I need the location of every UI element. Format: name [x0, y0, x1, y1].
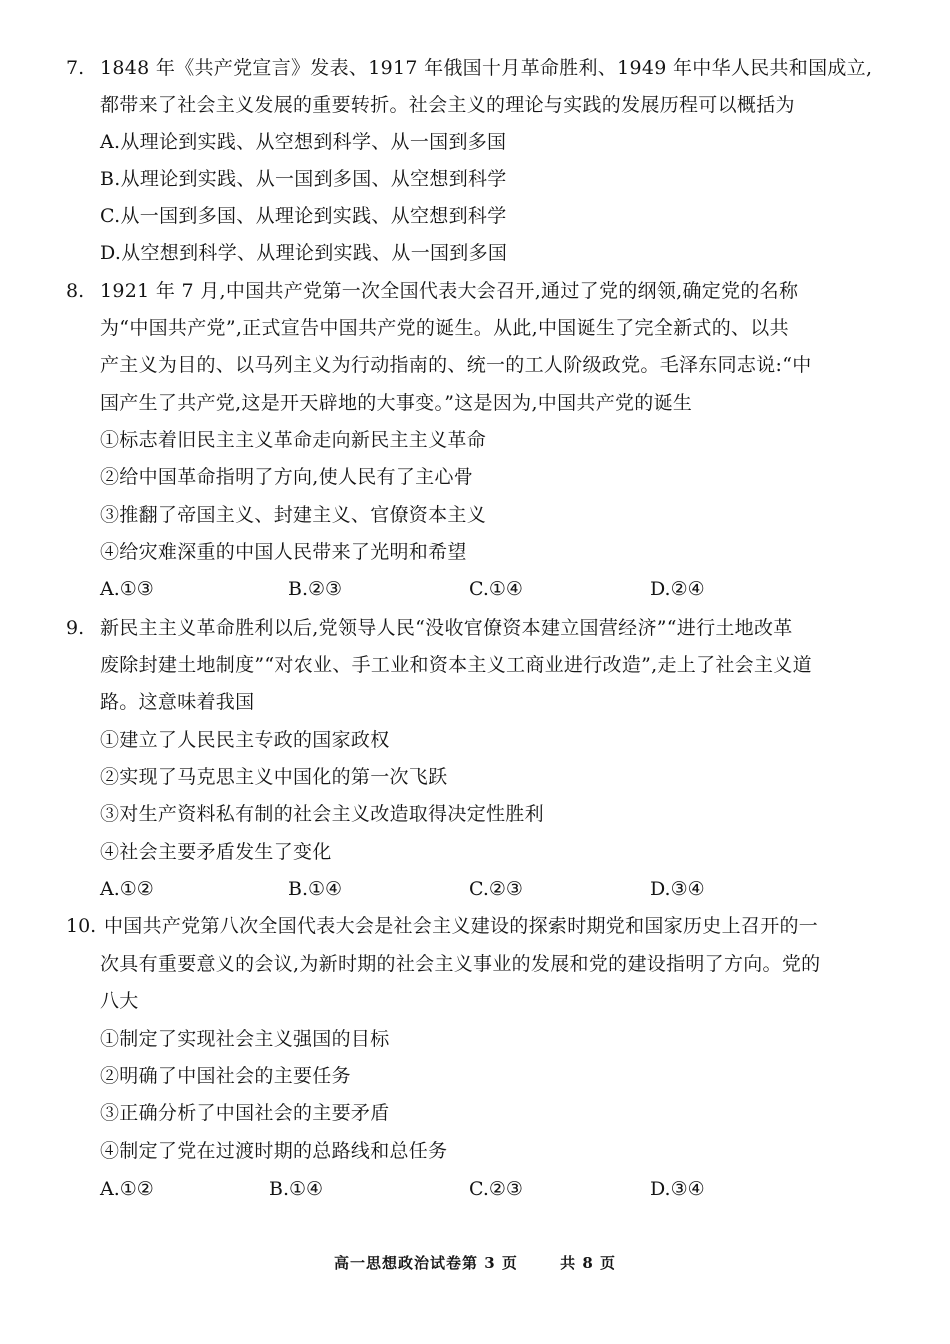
question-8-choice-d: D.②④	[650, 578, 705, 600]
question-10-choice-b: B.①④	[269, 1178, 324, 1200]
question-10-choice-c: C.②③	[469, 1178, 523, 1200]
question-10-statement-1: ①制定了实现社会主义强国的目标	[100, 1028, 390, 1050]
question-9-stem-line-3: 路。这意味着我国	[100, 691, 255, 713]
question-10-statement-2: ②明确了中国社会的主要任务	[100, 1065, 351, 1087]
question-7-option-c: C.从一国到多国、从理论到实践、从空想到科学	[100, 205, 507, 227]
question-9-choice-b: B.①④	[288, 878, 343, 900]
question-8-choice-b: B.②③	[288, 578, 343, 600]
question-8-number: 8.	[66, 280, 85, 302]
question-9-choice-c: C.②③	[469, 878, 523, 900]
footer-page-title: 高一思想政治试卷第 3 页	[333, 1254, 518, 1272]
page-footer	[0, 1252, 950, 1273]
question-9-statement-1: ①建立了人民民主专政的国家政权	[100, 729, 390, 751]
question-7-number: 7.	[66, 57, 85, 79]
question-9-statement-2: ②实现了马克思主义中国化的第一次飞跃	[100, 766, 448, 788]
question-7-stem-line-1: 1848 年《共产党宣言》发表、1917 年俄国十月革命胜利、1949 年中华人民共和国成立,	[100, 57, 873, 79]
question-9-choice-a: A.①②	[100, 878, 154, 900]
question-9-stem-line-1: 新民主主义革命胜利以后,党领导人民“没收官僚资本建立国营经济”“进行土地改革	[100, 617, 793, 639]
question-7-option-b: B.从理论到实践、从一国到多国、从空想到科学	[100, 168, 507, 190]
question-7-option-a: A.从理论到实践、从空想到科学、从一国到多国	[100, 131, 507, 153]
question-10-stem-line-2: 次具有重要意义的会议,为新时期的社会主义事业的发展和党的建设指明了方向。党的	[100, 953, 821, 975]
question-8-statement-3: ③推翻了帝国主义、封建主义、官僚资本主义	[100, 504, 487, 526]
question-8-statement-2: ②给中国革命指明了方向,使人民有了主心骨	[100, 466, 474, 488]
question-9-number: 9.	[66, 617, 85, 639]
question-9-statement-4: ④社会主要矛盾发生了变化	[100, 841, 332, 863]
footer-total-pages: 共 8 页	[560, 1254, 616, 1272]
question-10-number: 10.	[66, 915, 97, 937]
question-10-stem-line-3: 八大	[100, 990, 139, 1012]
question-9-stem-line-2: 废除封建土地制度”“对农业、手工业和资本主义工商业进行改造”,走上了社会主义道	[100, 654, 812, 676]
question-8-choice-a: A.①③	[100, 578, 154, 600]
question-8-stem-line-3: 产主义为目的、以马列主义为行动指南的、统一的工人阶级政党。毛泽东同志说:“中	[100, 354, 812, 376]
question-9-statement-3: ③对生产资料私有制的社会主义改造取得决定性胜利	[100, 803, 544, 825]
question-8-statement-1: ①标志着旧民主主义革命走向新民主主义革命	[100, 429, 487, 451]
question-7-option-d: D.从空想到科学、从理论到实践、从一国到多国	[100, 242, 508, 264]
question-8-statement-4: ④给灾难深重的中国人民带来了光明和希望	[100, 541, 467, 563]
question-9-choice-d: D.③④	[650, 878, 705, 900]
question-8-stem-line-4: 国产生了共产党,这是开天辟地的大事变。”这是因为,中国共产党的诞生	[100, 392, 693, 414]
question-8-choice-c: C.①④	[469, 578, 523, 600]
question-7-stem-line-2: 都带来了社会主义发展的重要转折。社会主义的理论与实践的发展历程可以概括为	[100, 94, 795, 116]
question-10-statement-3: ③正确分析了中国社会的主要矛盾	[100, 1102, 390, 1124]
question-10-choice-a: A.①②	[100, 1178, 154, 1200]
question-10-stem-line-1: 中国共产党第八次全国代表大会是社会主义建设的探索时期党和国家历史上召开的一	[104, 915, 819, 937]
question-10-statement-4: ④制定了党在过渡时期的总路线和总任务	[100, 1140, 448, 1162]
question-10-choice-d: D.③④	[650, 1178, 705, 1200]
question-8-stem-line-2: 为“中国共产党”,正式宣告中国共产党的诞生。从此,中国诞生了完全新式的、以共	[100, 317, 789, 339]
question-8-stem-line-1: 1921 年 7 月,中国共产党第一次全国代表大会召开,通过了党的纲领,确定党的名称	[100, 280, 799, 302]
